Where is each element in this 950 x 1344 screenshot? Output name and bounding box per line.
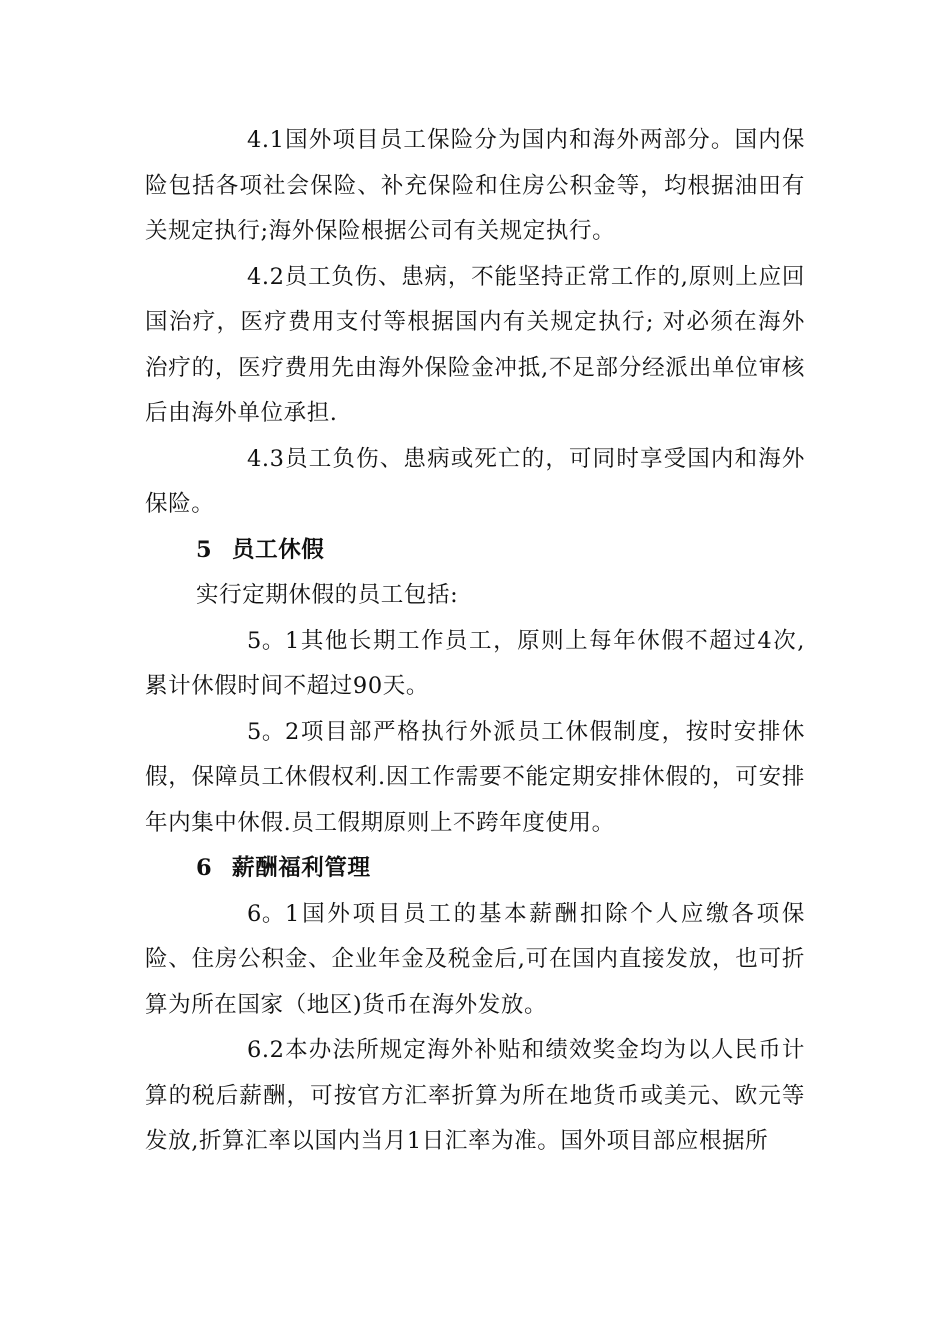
paragraph-4-1 [145, 118, 805, 255]
clause-number: 6.2 [247, 1037, 285, 1063]
paragraph-text: 员工负伤、患病，不能坚持正常工作的,原则上应回国治疗，医疗费用支付等根据国内有关规定执行; 对必须在海外治疗的，医疗费用先由海外保险金冲抵,不足部分经派出单位审核后由海外单位承担. [145, 263, 805, 426]
clause-number: 5。2 [247, 718, 300, 745]
clause-number: 4.3 [247, 445, 285, 472]
document-page [145, 118, 805, 1165]
paragraph-text: 国外项目员工保险分为国内和海外两部分。国内保险包括各项社会保险、补充保险和住房公积金等，均根据油田有关规定执行;海外保险根据公司有关规定执行。 [145, 127, 805, 244]
paragraph-4-3 [145, 437, 805, 528]
section-number: 5 [196, 536, 213, 563]
paragraph-4-2 [145, 255, 805, 437]
section-title: 薪酬福利管理 [232, 855, 371, 881]
clause-number: 5。1 [247, 627, 300, 654]
clause-number: 4.1 [247, 127, 285, 153]
paragraph-6-2 [145, 1028, 805, 1165]
paragraph-6-1 [145, 892, 805, 1029]
paragraph-text: 项目部严格执行外派员工休假制度，按时安排休假，保障员工休假权利.因工作需要不能定期安排休假的，可安排年内集中休假.员工假期原则上不跨年度使用。 [145, 718, 805, 836]
section-heading-5 [145, 528, 805, 574]
paragraph-text: 本办法所规定海外补贴和绩效奖金均为以人民币计算的税后薪酬，可按官方汇率折算为所在地货币或美元、欧元等发放,折算汇率以国内当月1日汇率为准。国外项目部应根据所 [145, 1037, 805, 1154]
paragraph-text: 员工负伤、患病或死亡的，可同时享受国内和海外保险。 [145, 445, 805, 517]
paragraph-5-2 [145, 710, 805, 847]
section-heading-6 [145, 846, 805, 892]
section-number: 6 [196, 855, 213, 881]
paragraph-text: 实行定期休假的员工包括: [196, 582, 459, 608]
paragraph-5-1 [145, 619, 805, 710]
paragraph-intro-5 [145, 573, 805, 619]
clause-number: 4.2 [247, 263, 285, 290]
clause-number: 6。1 [247, 900, 300, 927]
section-title: 员工休假 [232, 536, 325, 563]
paragraph-text: 国外项目员工的基本薪酬扣除个人应缴各项保险、住房公积金、企业年金及税金后,可在国内直接发放，也可折算为所在国家（地区)货币在海外发放。 [145, 900, 805, 1018]
paragraph-text: 其他长期工作员工，原则上每年休假不超过4次,累计休假时间不超过90天。 [145, 627, 805, 699]
